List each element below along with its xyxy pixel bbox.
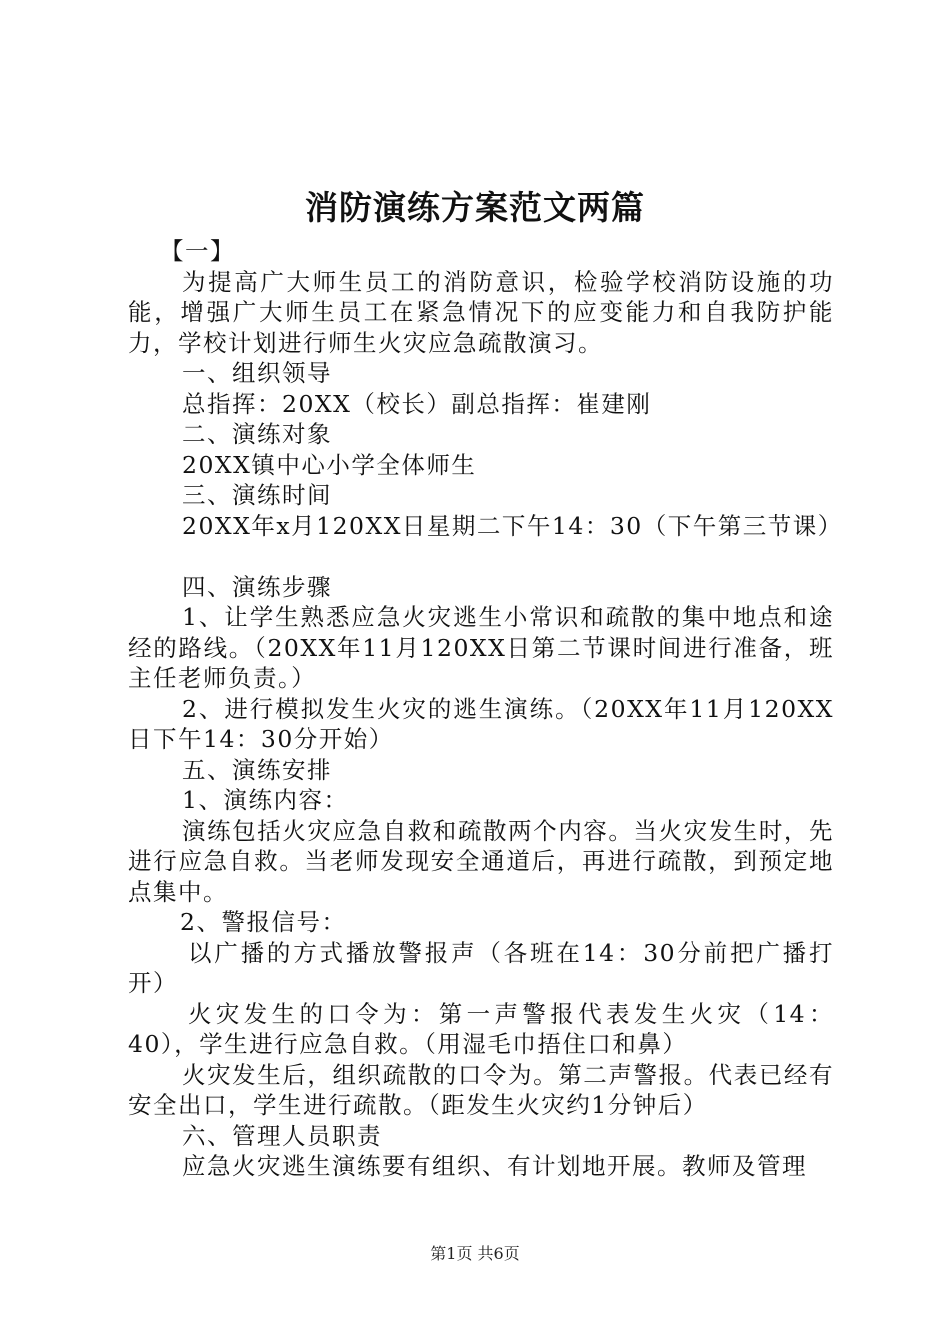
- document-title: 消防演练方案范文两篇: [305, 188, 645, 227]
- commander-line: 总指挥：20XX（校长）副总指挥：崔建刚: [182, 389, 652, 418]
- page-footer: 第1页 共6页: [430, 1244, 520, 1263]
- content-paragraph: 演练包括火灾应急自救和疏散两个内容。当火灾发生时，先进行应急自救。当老师发现安全通道后，再进行疏散，到预定地点集中。: [128, 816, 834, 906]
- evacuation-signal-paragraph: 火灾发生后，组织疏散的口令为。第二声警报。代表已经有安全出口，学生进行疏散。（距发生火灾约1分钟后）: [128, 1060, 834, 1119]
- participants-line: 20XX镇中心小学全体师生: [182, 450, 477, 479]
- fire-signal-paragraph: 火灾发生的口令为：第一声警报代表发生火灾（14：40），学生进行应急自救。（用湿毛巾捂住口和鼻）: [128, 999, 834, 1058]
- alarm-broadcast-paragraph: 以广播的方式播放警报声（各班在14：30分前把广播打开）: [128, 938, 834, 997]
- subheading-alarm: 2、警报信号：: [180, 908, 347, 936]
- step-one-paragraph: 1、让学生熟悉应急火灾逃生小常识和疏散的集中地点和途经的路线。（20XX年11月120XX日第二节课时间进行准备，班主任老师负责。）: [128, 603, 834, 692]
- heading-steps: 四、演练步骤: [182, 572, 332, 601]
- subheading-content: 1、演练内容：: [182, 786, 349, 814]
- heading-duties: 六、管理人员职责: [182, 1121, 382, 1150]
- document-body: [128, 236, 843, 1182]
- time-line: 20XX年x月120XX日星期二下午14：30（下午第三节课）: [182, 511, 843, 540]
- heading-arrangement: 五、演练安排: [182, 755, 332, 784]
- blank-line: [128, 541, 834, 572]
- heading-organization: 一、组织领导: [182, 359, 332, 387]
- heading-time: 三、演练时间: [182, 481, 332, 509]
- section-marker: 【一】: [160, 237, 235, 265]
- heading-participants: 二、演练对象: [182, 420, 332, 448]
- step-two-paragraph: 2、进行模拟发生火灾的逃生演练。（20XX年11月120XX日下午14：30分开始）: [128, 694, 834, 753]
- intro-paragraph: 为提高广大师生员工的消防意识，检验学校消防设施的功能，增强广大师生员工在紧急情况下的应变能力和自我防护能力，学校计划进行师生火灾应急疏散演习。: [128, 267, 834, 357]
- duties-paragraph: 应急火灾逃生演练要有组织、有计划地开展。教师及管理: [182, 1152, 807, 1180]
